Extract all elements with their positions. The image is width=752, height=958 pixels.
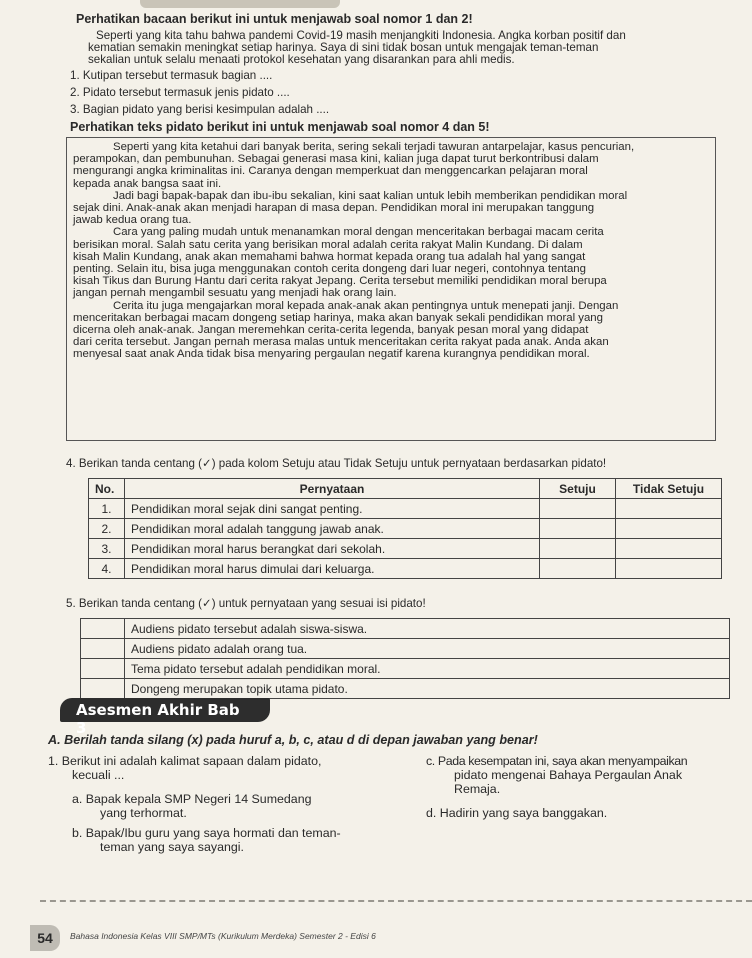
check-cell[interactable] — [81, 679, 125, 699]
check-cell[interactable] — [81, 659, 125, 679]
check-cell[interactable] — [81, 619, 125, 639]
col-header-statement: Pernyataan — [125, 479, 540, 499]
page-number: 54 — [30, 925, 60, 951]
instruction-q1-2: Perhatikan bacaan berikut ini untuk menjawab soal nomor 1 dan 2! — [76, 12, 473, 26]
chapter-header-tab — [140, 0, 340, 8]
option-d[interactable]: d. Hadirin yang saya banggakan. — [426, 806, 608, 820]
part-a-instruction: A. Berilah tanda silang (x) pada huruf a, b, c, atau d di depan jawaban yang benar! — [48, 733, 538, 747]
disagree-cell[interactable] — [616, 539, 722, 559]
disagree-cell[interactable] — [616, 519, 722, 539]
table-row: 1. Pendidikan moral sejak dini sangat penting. — [89, 499, 722, 519]
table-row: 3. Pendidikan moral harus berangkat dari sekolah. — [89, 539, 722, 559]
statement-check-table — [80, 618, 730, 699]
question-2: 2. Pidato tersebut termasuk jenis pidato .... — [70, 86, 290, 99]
divider — [40, 900, 752, 902]
option-b[interactable]: b. Bapak/Ibu guru yang saya hormati dan teman- teman yang saya sayangi. — [72, 826, 341, 854]
agree-table — [88, 478, 722, 579]
col-header-no: No. — [89, 479, 125, 499]
question-5: 5. Berikan tanda centang (✓) untuk pernyataan yang sesuai isi pidato! — [66, 597, 426, 610]
option-c[interactable]: c. Pada kesempatan ini, saya akan menyampaikan pidato mengenai Bahaya Pergaulan Anak Remaja. — [426, 754, 688, 796]
col-header-agree: Setuju — [540, 479, 616, 499]
mc-question-1: 1. Berikut ini adalah kalimat sapaan dalam pidato, kecuali ... — [48, 754, 322, 782]
table-row: 4. Pendidikan moral harus dimulai dari keluarga. — [89, 559, 722, 579]
col-header-disagree: Tidak Setuju — [616, 479, 722, 499]
table-row: 2. Pendidikan moral adalah tanggung jawab anak. — [89, 519, 722, 539]
table-row: Audiens pidato tersebut adalah siswa-siswa. — [81, 619, 730, 639]
disagree-cell[interactable] — [616, 559, 722, 579]
instruction-q4-5: Perhatikan teks pidato berikut ini untuk menjawab soal nomor 4 dan 5! — [70, 120, 490, 134]
table-row: Dongeng merupakan topik utama pidato. — [81, 679, 730, 699]
agree-cell[interactable] — [540, 559, 616, 579]
question-1: 1. Kutipan tersebut termasuk bagian .... — [70, 69, 273, 82]
covid-passage: Seperti yang kita tahu bahwa pandemi Covid-19 masih menjangkiti Indonesia. Angka korban positif dan kematian semakin meningkat setiap harinya. Saya di sini tidak bosan untuk mengajak teman-teman sekalian untuk selalu menaati protokol kesehatan yang disarankan para ahli medis. — [88, 29, 626, 67]
question-3: 3. Bagian pidato yang berisi kesimpulan adalah .... — [70, 103, 330, 116]
check-cell[interactable] — [81, 639, 125, 659]
agree-cell[interactable] — [540, 499, 616, 519]
book-title: Bahasa Indonesia Kelas VIII SMP/MTs (Kurikulum Merdeka) Semester 2 - Edisi 6 — [70, 931, 376, 941]
agree-cell[interactable] — [540, 539, 616, 559]
disagree-cell[interactable] — [616, 499, 722, 519]
question-4: 4. Berikan tanda centang (✓) pada kolom Setuju atau Tidak Setuju untuk pernyataan berdasarkan pidato! — [66, 457, 607, 470]
moral-speech-passage: Seperti yang kita ketahui dari banyak berita, sering sekali terjadi tawuran antarpelajar, kasus pencurian, perampokan, dan pembunuhan. Sebagai generasi masa kini, kalian juga dapat turut berkontribusi dalam mengurangi angka kriminalitas ini. Caranya dengan memperkuat dan menggencarkan pelajaran moral kepada anak bangsa saat ini. Jadi bagi bapak-bapak dan ibu-ibu sekalian, kini saat kalian untuk lebih memberikan pendidikan moral sejak dini. Anak-anak akan menjadi harapan di masa depan. Pendidikan moral ini merupakan tanggung jawab kedua orang tua. Cara yang paling mudah untuk menanamkan moral dengan menceritakan berbagai macam cerita berisikan moral. Salah satu cerita yang berisikan moral adalah cerita rakyat Malin Kundang. Di dalam kisah Malin Kundang, anak akan memahami bahwa hormat kepada orang tua adalah hal yang sangat penting. Selain itu, bisa juga menggunakan contoh cerita dongeng dari luar negeri, contohnya tentang kisah Tikus dan Burung Hantu dari cerita rakyat Jepang. Cerita tersebut memiliki pendidikan moral berupa jangan pernah mengambil sesuatu yang menjadi hak orang lain. Cerita itu juga mengajarkan moral kepada anak-anak akan pentingnya untuk menepati janji. Dengan menceritakan berbagai macam dongeng setiap harinya, maka akan banyak sekali pendidikan moral yang dicerna oleh anak-anak. Jangan meremehkan cerita-cerita legenda, banyak pesan moral yang didapat dari cerita tersebut. Jangan pernah merasa malas untuk menceritakan cerita rakyat pada anak. Anda akan menyesal saat anak Anda tidak bisa menyaring pergaulan negatif karena kurangnya pendidikan moral. — [66, 137, 716, 441]
assessment-banner: Asesmen Akhir Bab 3 — [60, 698, 270, 722]
table-row: Tema pidato tersebut adalah pendidikan moral. — [81, 659, 730, 679]
agree-cell[interactable] — [540, 519, 616, 539]
option-a[interactable]: a. Bapak kepala SMP Negeri 14 Sumedang yang terhormat. — [72, 792, 312, 820]
table-row: Audiens pidato adalah orang tua. — [81, 639, 730, 659]
